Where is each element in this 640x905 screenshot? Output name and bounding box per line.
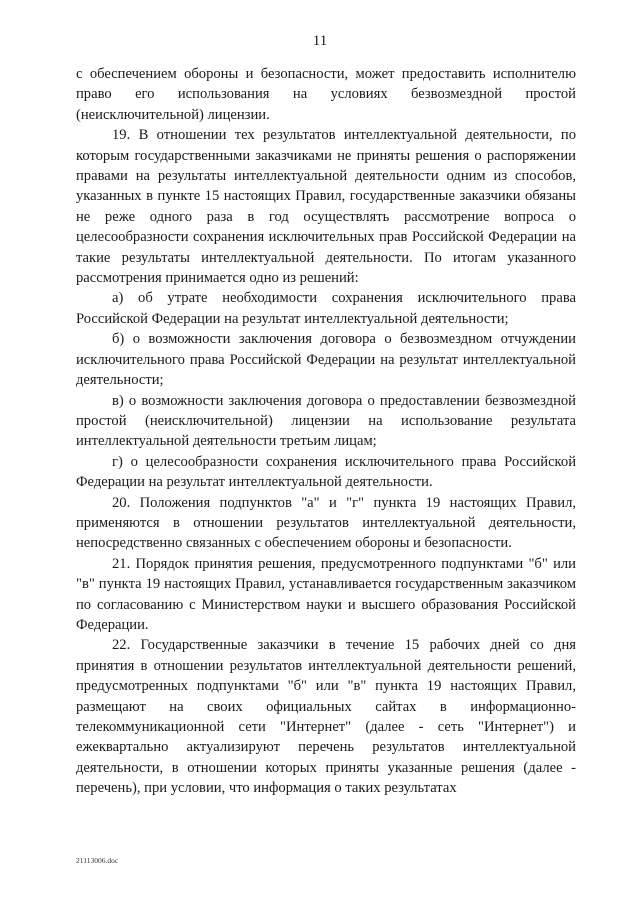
paragraph-20: 20. Положения подпунктов "а" и "г" пункта 19 настоящих Правил, применяются в отношении результатов интеллектуальной деятельности, непосредственно связанных с обеспечением обороны и безопасности. (76, 494, 576, 552)
paragraph-21: 21. Порядок принятия решения, предусмотренного подпунктами "б" или "в" пункта 19 настоящих Правил, устанавливается государственным заказчиком по согласованию с Министерством науки и высшего образования Российской Федерации. (76, 555, 576, 633)
paragraph-22: 22. Государственные заказчики в течение 15 рабочих дней со дня принятия в отношении результатов интеллектуальной деятельности решений, предусмотренных подпунктами "б" или "в" пункта 19 настоящих Правил, размещают на своих официальных сайтах в информационно-телекоммуникационной сети "Интернет" (далее - сеть "Интернет") и ежеквартально актуализируют перечень результатов интеллектуальной деятельности, в отношении которых приняты указанные решения (далее - перечень), при условии, что информация о таких результатах (76, 637, 576, 797)
subparagraph-g: г) о целесообразности сохранения исключительного права Российской Федерации на результат интеллектуальной деятельности. (76, 453, 576, 491)
page-number: 11 (312, 33, 328, 49)
subparagraph-b: б) о возможности заключения договора о безвозмездном отчуждении исключительного права Российской Федерации на результат интеллектуальной деятельности; (76, 331, 576, 389)
file-name-footer: 21113006.doc (76, 856, 119, 865)
document-body (76, 64, 576, 799)
subparagraph-a: а) об утрате необходимости сохранения исключительного права Российской Федерации на результат интеллектуальной деятельности; (76, 290, 576, 327)
paragraph-19: 19. В отношении тех результатов интеллектуальной деятельности, по которым государственными заказчиками не приняты решения о распоряжении правами на результаты интеллектуальной деятельности одним из способов, указанных в пункте 15 настоящих Правил, государственные заказчики обязаны не реже одного раза в год осуществлять рассмотрение вопроса о целесообразности сохранения исключительных прав Российской Федерации на такие результаты интеллектуальной деятельности. По итогам указанного рассмотрения принимается одно из решений: (76, 127, 576, 287)
subparagraph-v: в) о возможности заключения договора о предоставлении безвозмездной простой (неисключительной) лицензии на использование результата интеллектуальной деятельности третьим лицам; (76, 392, 576, 450)
paragraph-continuation: с обеспечением обороны и безопасности, может предоставить исполнителю право его использования на условиях безвозмездной простой (неисключительной) лицензии. (76, 66, 576, 123)
